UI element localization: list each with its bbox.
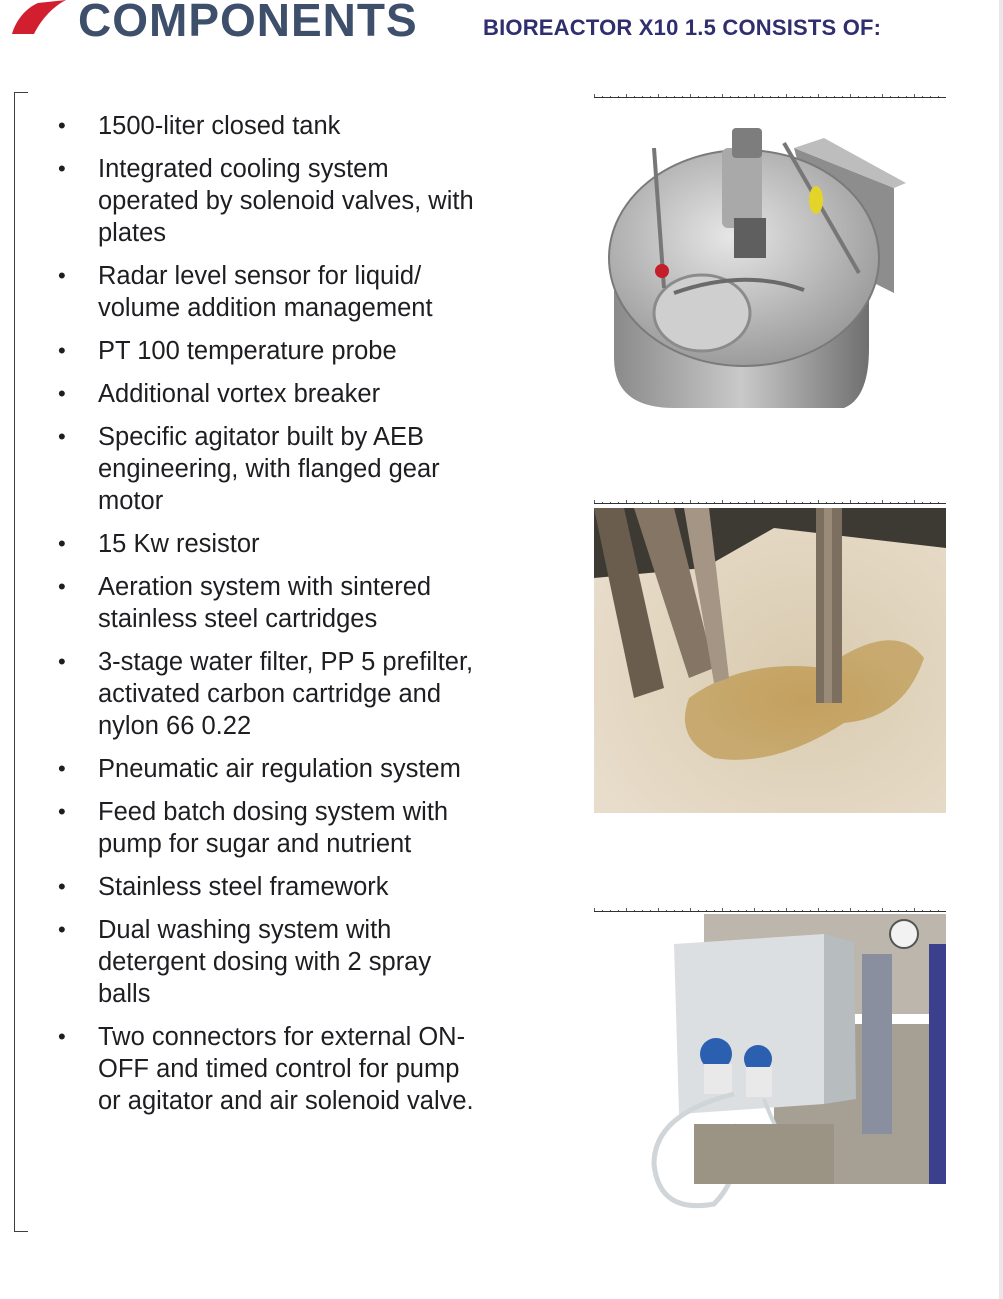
list-item-text: Aeration system with sintered stainless steel cartridges bbox=[98, 573, 432, 633]
list-item bbox=[58, 1021, 488, 1117]
list-item bbox=[58, 335, 488, 367]
bullet-icon: • bbox=[58, 649, 66, 674]
tank-top-photo bbox=[594, 108, 946, 408]
list-item-text: Additional vortex breaker bbox=[98, 380, 381, 408]
list-item bbox=[58, 796, 488, 860]
list-item-text: PT 100 temperature probe bbox=[98, 337, 397, 365]
list-item-text: Dual washing system with detergent dosing with 2 spray balls bbox=[98, 916, 432, 1008]
photo-ruler bbox=[594, 90, 946, 98]
photo-ruler bbox=[594, 496, 946, 504]
bullet-icon: • bbox=[58, 381, 66, 406]
list-item bbox=[58, 378, 488, 410]
bullet-icon: • bbox=[58, 531, 66, 556]
bullet-icon: • bbox=[58, 799, 66, 824]
section-subtitle: BIOREACTOR X10 1.5 CONSISTS OF: bbox=[483, 15, 882, 40]
components-list bbox=[58, 110, 488, 1128]
bullet-icon: • bbox=[58, 263, 66, 288]
list-item bbox=[58, 153, 488, 249]
list-item-text: Two connectors for external ON-OFF and timed control for pump or agitator and air solenoid valve. bbox=[98, 1023, 474, 1115]
list-item bbox=[58, 914, 488, 1010]
bullet-icon: • bbox=[58, 156, 66, 181]
list-item-text: Radar level sensor for liquid/ volume addition management bbox=[98, 262, 433, 322]
bullet-icon: • bbox=[58, 424, 66, 449]
list-item-text: Stainless steel framework bbox=[98, 873, 389, 901]
page-edge bbox=[999, 0, 1003, 1299]
dosing-panel-photo bbox=[594, 914, 946, 1221]
list-item-text: Specific agitator built by AEB engineering, with flanged gear motor bbox=[98, 423, 440, 515]
bullet-icon: • bbox=[58, 874, 66, 899]
list-item bbox=[58, 571, 488, 635]
section-title: COMPONENTS bbox=[78, 0, 418, 46]
list-item bbox=[58, 528, 488, 560]
list-item bbox=[58, 421, 488, 517]
list-item bbox=[58, 260, 488, 324]
bullet-icon: • bbox=[58, 338, 66, 363]
list-item bbox=[58, 753, 488, 785]
list-item-text: Pneumatic air regulation system bbox=[98, 755, 461, 783]
fermentation-photo bbox=[594, 508, 946, 813]
list-item-text: 15 Kw resistor bbox=[98, 530, 260, 558]
bullet-icon: • bbox=[58, 1024, 66, 1049]
list-item-text: 1500-liter closed tank bbox=[98, 112, 341, 140]
list-item bbox=[58, 871, 488, 903]
bullet-icon: • bbox=[58, 917, 66, 942]
list-item-text: Feed batch dosing system with pump for sugar and nutrient bbox=[98, 798, 449, 858]
brand-swoosh-logo bbox=[12, 0, 68, 36]
list-bracket bbox=[14, 92, 28, 1232]
photo-ruler bbox=[594, 904, 946, 912]
list-item bbox=[58, 110, 488, 142]
bullet-icon: • bbox=[58, 113, 66, 138]
list-item-text: Integrated cooling system operated by solenoid valves, with plates bbox=[98, 155, 474, 247]
bullet-icon: • bbox=[58, 574, 66, 599]
list-item-text: 3-stage water filter, PP 5 prefilter, activated carbon cartridge and nylon 66 0.22 bbox=[98, 648, 474, 740]
list-item bbox=[58, 646, 488, 742]
bullet-icon: • bbox=[58, 756, 66, 781]
